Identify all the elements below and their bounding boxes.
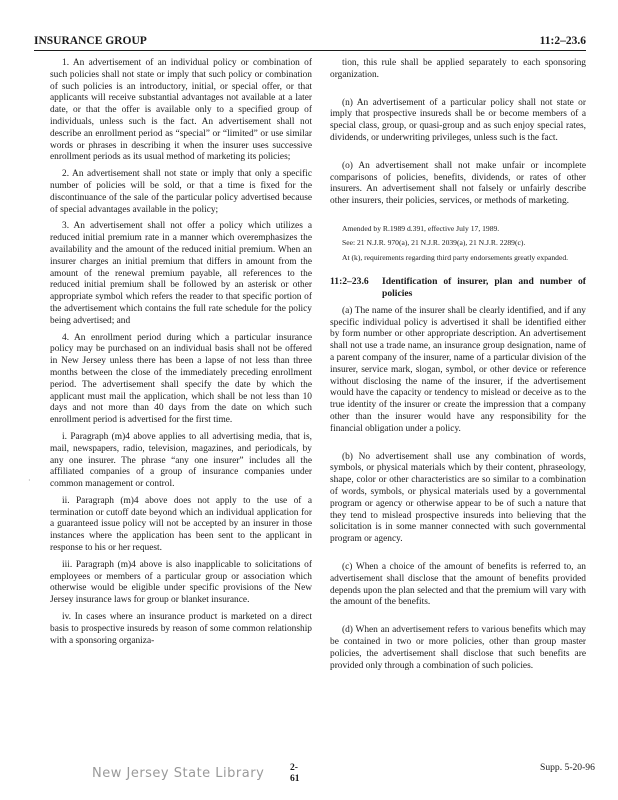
citation-note: See: 21 N.J.R. 970(a), 21 N.J.R. 2039(a), 21 N.J.R. 2289(c). xyxy=(342,238,526,248)
section-heading xyxy=(330,276,586,300)
amendment-notes xyxy=(330,224,586,262)
annotation-note: At (k), requirements regarding third party endorsements greatly expanded. xyxy=(342,252,569,262)
amendment-note: Amended by R.1989 d.391, effective July 17, 1989. xyxy=(342,223,500,233)
page-number: 2-61 xyxy=(290,762,300,784)
library-stamp: New Jersey State Library xyxy=(92,766,265,781)
left-column xyxy=(50,58,312,652)
section-title: Identification of insurer, plan and number of policies xyxy=(382,276,586,299)
subparagraph-i: i. Paragraph (m)4 above applies to all advertising media, that is, mail, newspapers, radio, television, magazines, and periodicals, by any one insurer. The phrase “any one insurer” includes all the affiliated companies of a group of insurance companies under common management or control. xyxy=(50,431,312,490)
section-number: 11:2–23.6 xyxy=(330,276,369,288)
paragraph-m4: 4. An enrollment period during which a particular insurance policy may be purchased on an individual basis shall not be offered in New Jersey unless there has been a lapse of not less than three months between the close of the immediately preceding enrollment period. The advertisement shall specify the date by which the applicant must mail the application, which shall be not less than 10 days and not more than 40 days from the date on which such enrollment period is advertised for the first time. xyxy=(50,332,312,426)
paragraph-n: (n) An advertisement of a particular policy shall not state or imply that prospective insureds shall be or become members of a special class, group, or quasi-group and as such enjoy special rates, dividends, or underwriting privileges, unless such is the fact. xyxy=(330,97,586,143)
header-section-number: 11:2–23.6 xyxy=(539,35,586,47)
paragraph-m2: 2. An advertisement shall not state or imply that only a specific number of policies will be sold, or that a time is fixed for the discontinuance of the sale of the particular policy advertised because of special advantages available in the policy; xyxy=(50,169,312,215)
paragraph-d: (d) When an advertisement refers to various benefits which may be contained in two or more policies, other than group master policies, the advertisement shall disclose that such benefits are provided only through a combination of such policies. xyxy=(330,625,586,671)
paragraph-o: (o) An advertisement shall not make unfair or incomplete comparisons of policies, benefits, dividends, or rates of other insurers. An advertisement shall not falsely or unfairly describe other insurers, their policies, services, or methods of marketing. xyxy=(330,160,586,207)
paragraph-a: (a) The name of the insurer shall be clearly identified, and if any specific individual policy is advertised it shall be identified either by form number or other appropriate description. An advertisement shall not use a trade name, an insurance group designation, name of a parent company of the insurer, name of a particular division of the insurer, service mark, slogan, symbol, or other device or reference without disclosing the name of the insurer, if the advertisement would have the capacity or tendency to mislead or deceive as to the true identity of the insurer or create the impression that a company other than the insurer would have any responsibility for the financial obligation under a policy. xyxy=(330,305,586,434)
header-title: INSURANCE GROUP xyxy=(34,35,147,47)
paragraph-continuation: tion, this rule shall be applied separately to each sponsoring organization. xyxy=(330,58,586,80)
right-column xyxy=(330,58,586,677)
supplement-date: Supp. 5-20-96 xyxy=(540,762,595,773)
paragraph-m3: 3. An advertisement shall not offer a policy which utilizes a reduced initial premium rate in a manner which overemphasizes the availability and the amount of the reduced initial premium. When an insurer charges an initial premium that differs in amount from the amount of the renewal premium payable, all references to the reduced initial premium shall be followed by an asterisk or other appropriate symbol which refers the reader to that specific portion of the advertisement which contains the full rate schedule for the policy being advertised; and xyxy=(50,221,312,326)
subparagraph-iv: iv. In cases where an insurance product is marketed on a direct basis to prospective insureds by reason of some common relationship with a sponsoring organiza- xyxy=(50,612,312,646)
paragraph-b: (b) No advertisement shall use any combination of words, symbols, or physical materials which by their content, phraseology, shape, color or other characteristics are so similar to a combination of words, symbols, or physical materials used by a governmental program or agency or otherwise appear to be of such a nature that they tend to mislead prospective insureds into believing that the solicitation is in some manner connected with such governmental program or agency. xyxy=(330,451,586,545)
paragraph-m1: 1. An advertisement of an individual policy or combination of such policies shall not state or imply that such policy or combination of such policies is an introductory, initial, or special offer, or that applicants will receive substantial advantages not available at a later date, or that the offer is available only to a specified group of individuals, unless such is the fact. An advertisement shall not describe an enrollment period as “special” or “limited” or use similar words or phrases in describing it when the insurer uses successive enrollment periods as its usual method of marketing its policies; xyxy=(50,58,312,163)
scan-speck: · xyxy=(28,476,31,485)
running-header xyxy=(34,34,586,51)
paragraph-c: (c) When a choice of the amount of benefits is referred to, an advertisement shall disclose that the amount of benefits provided depends upon the plan selected and that the premium will vary with the amount of the benefits. xyxy=(330,561,586,608)
subparagraph-iii: iii. Paragraph (m)4 above is also inapplicable to solicitations of employees or members of a particular group or association which otherwise would be eligible under specific provisions of the New Jersey insurance laws for group or blanket insurance. xyxy=(50,559,312,606)
subparagraph-ii: ii. Paragraph (m)4 above does not apply to the use of a termination or cutoff date beyond which an individual application for a guaranteed issue policy will not be accepted by an insurer in those instances where the application has been sent to the applicant in response to his or her request. xyxy=(50,495,312,554)
